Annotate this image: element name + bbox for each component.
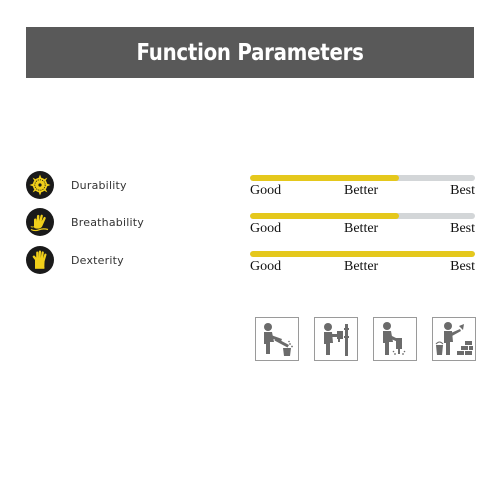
rating-track <box>250 251 475 257</box>
scale-good-label: Good <box>250 221 282 236</box>
rating-scale <box>250 183 475 201</box>
rating-fill <box>250 213 399 219</box>
parameter-dexterity <box>26 245 206 275</box>
application-icons <box>255 317 477 362</box>
worker-bricklaying-icon <box>432 317 476 361</box>
worker-drilling-icon <box>314 317 358 361</box>
scale-best-label: Best <box>450 221 475 236</box>
scale-best-label: Best <box>450 259 475 274</box>
header-banner <box>26 27 474 78</box>
rating-fill <box>250 251 475 257</box>
worker-sawing-icon <box>255 317 299 361</box>
page-title: Function Parameters <box>136 39 364 66</box>
parameter-label: Breathability <box>71 215 144 229</box>
parameter-durability <box>26 170 206 200</box>
saw-blade-icon <box>26 171 54 199</box>
rating-track <box>250 175 475 181</box>
glove-airflow-icon <box>26 208 54 236</box>
scale-best-label: Best <box>450 183 475 198</box>
scale-better-label: Better <box>344 259 379 274</box>
rating-scale <box>250 259 475 277</box>
scale-better-label: Better <box>344 221 379 236</box>
parameter-label: Durability <box>71 178 127 192</box>
rating-fill <box>250 175 399 181</box>
scale-good-label: Good <box>250 183 282 198</box>
glove-hand-icon <box>26 246 54 274</box>
rating-track <box>250 213 475 219</box>
parameter-breathability <box>26 207 206 237</box>
rating-scale <box>250 221 475 239</box>
worker-jackhammer-icon <box>373 317 417 361</box>
scale-good-label: Good <box>250 259 282 274</box>
parameter-label: Dexterity <box>71 253 124 267</box>
rating-breathability <box>250 213 475 247</box>
rating-dexterity <box>250 251 475 285</box>
scale-better-label: Better <box>344 183 379 198</box>
rating-durability <box>250 175 475 209</box>
